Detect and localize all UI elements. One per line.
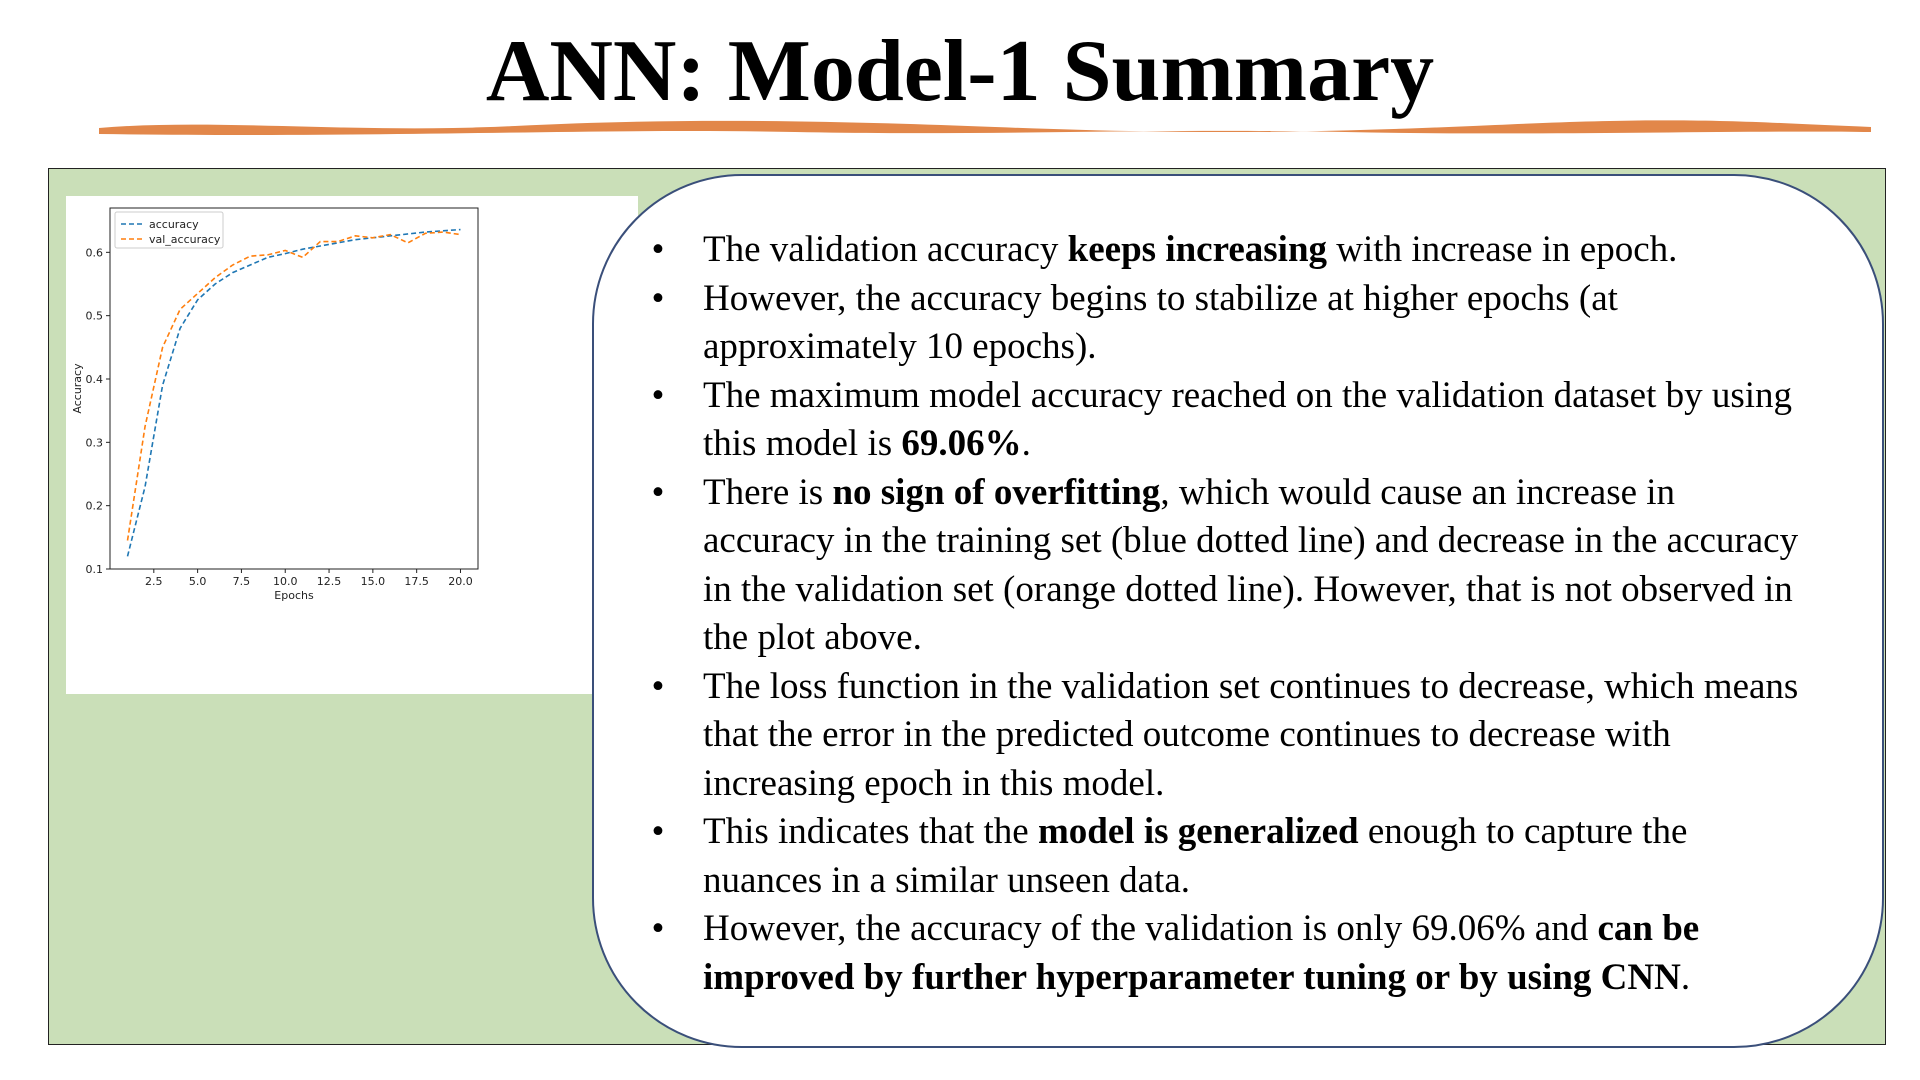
summary-bullet [648,808,1813,905]
summary-bullet [648,905,1813,1002]
y-tick-label: 0.4 [85,373,103,386]
summary-bullet [648,372,1813,469]
bullet-text: , which would cause an increase in accuracy in the training set (blue dotted line) and decrease in the accuracy in the validation set (orange dotted line). However, that is not observed in the plot above. [703,471,1799,658]
summary-bullet [648,226,1813,275]
bullet-text: The loss function in the validation set continues to decrease, which means that the error in the predicted outcome continues to decrease with increasing epoch in this model. [703,665,1799,804]
bullet-text: This indicates that the [703,811,1038,852]
bullet-text: . [1021,423,1031,464]
y-tick-label: 0.5 [85,309,103,323]
x-tick-label: 12.5 [316,575,342,588]
series-line-accuracy [128,230,461,557]
x-axis-label: Epochs [274,589,314,602]
bullet-text: There is [703,471,833,513]
summary-bullet [648,469,1813,663]
y-axis-label: Accuracy [71,363,84,414]
bullet-text: However, the accuracy begins to stabilize at higher epochs (at approximately 10 epochs). [703,277,1618,367]
bullet-bold-text: model is generalized [1037,811,1359,852]
series-line-val_accuracy [128,232,461,540]
x-tick-label: 17.5 [404,575,429,588]
slide-title: ANN: Model-1 Summary [485,23,1435,120]
bullet-dot-icon: • [651,811,665,852]
bullet-bold-text: keeps increasing [1067,229,1328,270]
bullet-dot-icon: • [651,471,665,513]
summary-bullet [648,663,1813,809]
bullet-text: However, the accuracy of the validation is only 69.06% and [703,908,1598,949]
bullet-text: with increase in epoch. [1327,229,1678,270]
x-tick-label: 5.0 [188,575,207,588]
legend-label: accuracy [149,218,199,231]
series-layer [128,230,461,557]
title-underline [95,112,1875,140]
plot-frame [110,208,478,569]
bullet-text: The validation accuracy [703,229,1068,270]
bullet-bold-text: no sign of overfitting [832,471,1161,513]
bullet-dot-icon: • [651,277,665,319]
x-tick-label: 20.0 [448,575,473,588]
accuracy-chart [66,196,638,694]
bullet-text: The maximum model accuracy reached on the validation dataset by using this model is [703,374,1793,464]
bullet-dot-icon: • [651,374,665,416]
x-tick-label: 7.5 [232,575,251,588]
summary-bullet-list [648,226,1813,1002]
accuracy-chart-svg [66,196,638,694]
y-tick-label: 0.3 [85,436,103,450]
bullet-dot-icon: • [651,229,665,270]
x-tick-label: 2.5 [145,575,163,588]
bullet-text: enough to capture the nuances in a similar unseen data. [703,811,1688,901]
bullet-dot-icon: • [651,665,665,707]
y-tick-label: 0.2 [85,499,103,513]
legend [115,212,223,248]
bullet-bold-text: 69.06% [901,423,1022,464]
bullet-dot-icon: • [651,908,665,949]
y-tick-label: 0.6 [85,246,103,260]
x-tick-label: 10.0 [272,575,298,588]
x-tick-label: 15.0 [360,575,386,588]
summary-bullet [648,275,1813,372]
bullet-text: . [1680,956,1691,998]
y-tick-label: 0.1 [85,563,103,576]
ticks-layer [86,246,473,588]
bullet-bold-text: can be improved by further hyperparameter tuning or by using CNN [703,908,1700,998]
legend-label: val_accuracy [149,233,221,246]
